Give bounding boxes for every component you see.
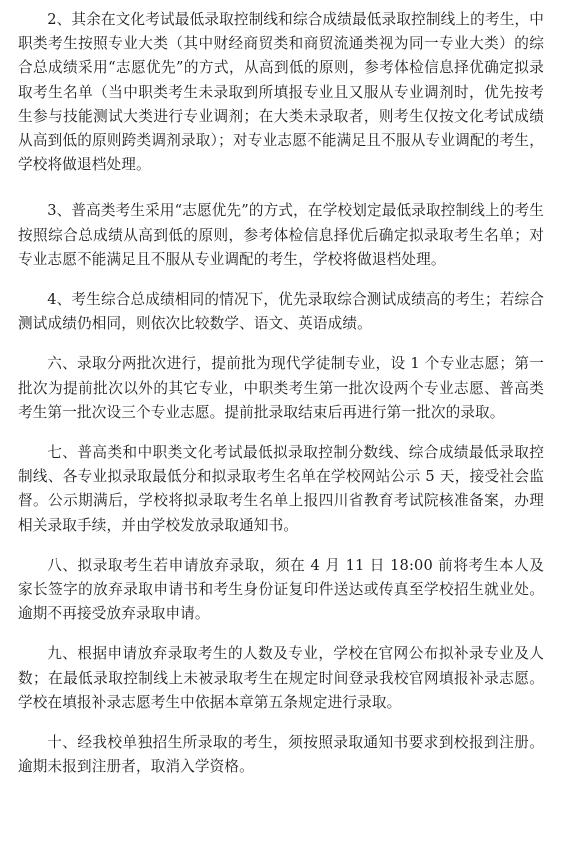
- paragraph-rule-3: 3、普高类考生采用“志愿优先”的方式，在学校划定最低录取控制线上的考生按照综合总成绩从高到低的原则，参考体检信息择优后确定拟录取考生名单；对专业志愿不能满足且不服从专业调配的考生，学校将做退档处理。: [18, 202, 544, 268]
- paragraph-section-9: 九、根据申请放弃录取考生的人数及专业，学校在官网公布拟补录专业及人数；在最低录取控制线上未被录取考生在规定时间登录我校官网填报补录志愿。学校在填报补录志愿考生中依据本章第五条规定进行录取。: [18, 645, 544, 711]
- paragraph-section-10: 十、经我校单独招生所录取的考生，须按照录取通知书要求到校报到注册。逾期未报到注册者，取消入学资格。: [18, 734, 544, 776]
- paragraph-section-7: 七、普高类和中职类文化考试最低拟录取控制分数线、综合成绩最低录取控制线、各专业拟录取最低分和拟录取考生名单在学校网站公示 5 天，接受社会监督。公示期满后，学校将拟录取考生名单上报四川省教育考试院核准备案，办理相关录取手续，并由学校发放录取通知书。: [18, 444, 544, 534]
- paragraph-section-6: 六、录取分两批次进行，提前批为现代学徒制专业，设 1 个专业志愿；第一批次为提前批次以外的其它专业，中职类考生第一批次设两个专业志愿、普高类考生第一批次设三个专业志愿。提前批录取结束后再进行第一批次的录取。: [18, 355, 544, 421]
- paragraph-section-8: 八、拟录取考生若申请放弃录取，须在 4 月 11 日 18:00 前将考生本人及家长签字的放弃录取申请书和考生身份证复印件送达或传真至学校招生就业处。逾期不再接受放弃录取申请。: [18, 556, 544, 623]
- paragraph-rule-2: 2、其余在文化考试最低录取控制线和综合成绩最低录取控制线上的考生，中职类考生按照专业大类（其中财经商贸类和商贸流通类视为同一专业大类）的综合总成绩采用“志愿优先”的方式，从高到低的原则，参考体检信息择优确定拟录取考生名单（当中职类考生未录取到所填报专业且又服从专业调剂时，优先按考生参与技能测试大类进行专业调剂；在大类未录取者，则考生仅按文化考试成绩从高到低的原则跨类调剂录取）；对专业志愿不能满足且不服从专业调配的考生，学校将做退档处理。: [18, 11, 544, 174]
- paragraph-rule-4: 4、考生综合总成绩相同的情况下，优先录取综合测试成绩高的考生；若综合测试成绩仍相同，则依次比较数学、语文、英语成绩。: [18, 291, 544, 333]
